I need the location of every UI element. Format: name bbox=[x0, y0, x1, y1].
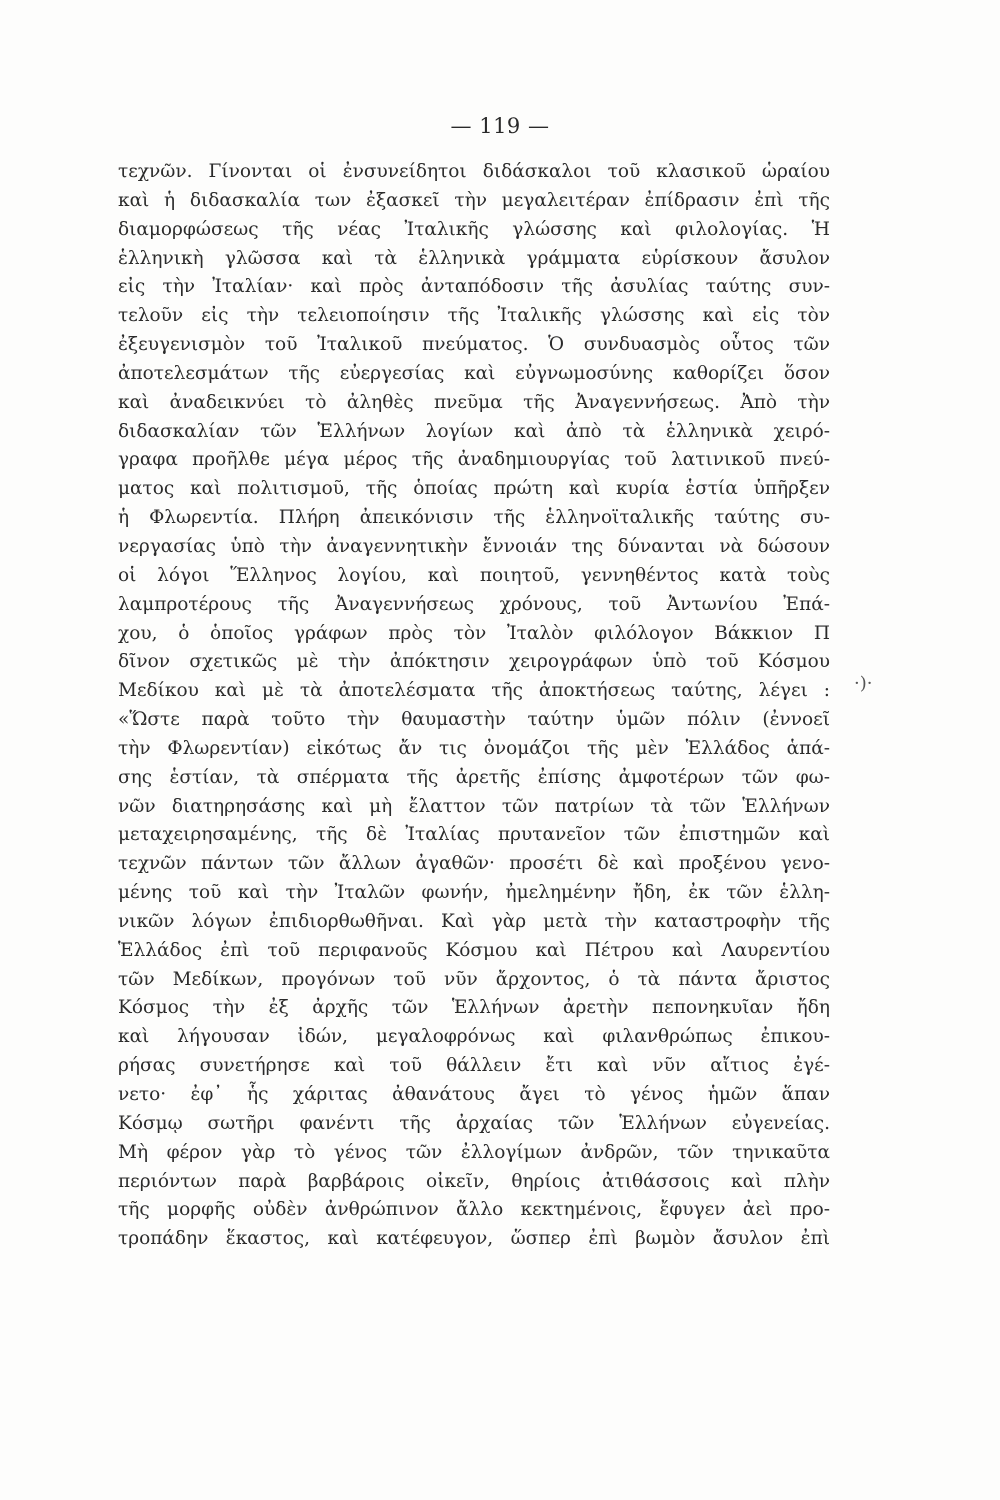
text-line: ἀποτελεσμάτων τῆς εὐεργεσίας καὶ εὐγνωμοσύνης καθορίζει ὅσον bbox=[118, 362, 830, 384]
text-line: Κόσμος τὴν ἐξ ἀρχῆς τῶν Ἑλλήνων ἀρετὴν πεπονηκυῖαν ἤδη bbox=[118, 997, 830, 1019]
text-line: ἡ Φλωρεντία. Πλήρη ἀπεικόνισιν τῆς ἑλληνοϊταλικῆς ταύτης συ- bbox=[118, 507, 830, 529]
body-text bbox=[118, 158, 830, 1254]
text-line: Μὴ φέρον γὰρ τὸ γένος τῶν ἐλλογίμων ἀνδρῶν, τῶν τηνικαῦτα bbox=[118, 1141, 830, 1163]
text-line: ματος καὶ πολιτισμοῦ, τῆς ὁποίας πρώτη καὶ κυρία ἑστία ὑπῆρξεν bbox=[118, 478, 830, 500]
text-line: τῶν Μεδίκων, προγόνων τοῦ νῦν ἄρχοντος, ὁ τὰ πάντα ἄριστος bbox=[118, 968, 830, 990]
text-line: τὴν Φλωρεντίαν) εἰκότως ἄν τις ὀνομάζοι τῆς μὲν Ἑλλάδος ἁπά- bbox=[118, 737, 830, 759]
text-line: οἱ λόγοι Ἕλληνος λογίου, καὶ ποιητοῦ, γεννηθέντος κατὰ τοὺς bbox=[118, 564, 830, 586]
text-line: δῖνον σχετικῶς μὲ τὴν ἀπόκτησιν χειρογράφων ὑπὸ τοῦ Κόσμου bbox=[118, 651, 830, 673]
text-line: νετο· ἐφ᾽ ἧς χάριτας ἀθανάτους ἄγει τὸ γένος ἡμῶν ἅπαν bbox=[118, 1084, 830, 1105]
text-line: σης ἑστίαν, τὰ σπέρματα τῆς ἀρετῆς ἐπίσης ἀμφοτέρων τῶν φω- bbox=[118, 766, 830, 788]
text-line: τελοῦν εἰς τὴν τελειοποίησιν τῆς Ἰταλικῆς γλώσσης καὶ εἰς τὸν bbox=[118, 305, 830, 327]
text-line: ἐξευγενισμὸν τοῦ Ἰταλικοῦ πνεύματος. Ὁ συνδυασμὸς οὗτος τῶν bbox=[118, 334, 830, 356]
text-line: διαμορφώσεως τῆς νέας Ἰταλικῆς γλώσσης καὶ φιλολογίας. Ἡ bbox=[118, 218, 830, 240]
text-line: περιόντων παρὰ βαρβάροις οἰκεῖν, θηρίοις ἀτιθάσσοις καὶ πλὴν bbox=[118, 1170, 830, 1192]
text-line: ρήσας συνετήρησε καὶ τοῦ θάλλειν ἔτι καὶ νῦν αἴτιος ἐγέ- bbox=[118, 1055, 830, 1077]
text-line: γραφα προῆλθε μέγα μέρος τῆς ἀναδημιουργίας τοῦ λατινικοῦ πνεύ- bbox=[118, 449, 830, 471]
text-line: εἰς τὴν Ἰταλίαν· καὶ πρὸς ἀνταπόδοσιν τῆς ἀσυλίας ταύτης συν- bbox=[118, 276, 830, 298]
text-line: νῶν διατηρησάσης καὶ μὴ ἔλαττον τῶν πατρίων τὰ τῶν Ἑλλήνων bbox=[118, 795, 830, 817]
text-line: μεταχειρησαμένης, τῆς δὲ Ἰταλίας πρυτανεῖον τῶν ἐπιστημῶν καὶ bbox=[118, 824, 830, 846]
text-line: Ἑλλάδος ἐπὶ τοῦ περιφανοῦς Κόσμου καὶ Πέτρου καὶ Λαυρεντίου bbox=[118, 939, 830, 961]
text-line: Μεδίκου καὶ μὲ τὰ ἀποτελέσματα τῆς ἀποκτήσεως ταύτης, λέγει : bbox=[118, 680, 830, 702]
text-line: τῆς μορφῆς οὐδὲν ἀνθρώπινον ἄλλο κεκτημένοις, ἔφυγεν ἀεὶ προ- bbox=[118, 1199, 830, 1221]
text-line: καὶ λήγουσαν ἰδών, μεγαλοφρόνως καὶ φιλανθρώπως ἐπικου- bbox=[118, 1026, 830, 1048]
text-line: Κόσμῳ σωτῆρι φανέντι τῆς ἀρχαίας τῶν Ἑλλήνων εὐγενείας. bbox=[118, 1112, 830, 1134]
text-line: τεχνῶν. Γίνονται οἱ ἐνσυνείδητοι διδάσκαλοι τοῦ κλασικοῦ ὡραίου bbox=[118, 161, 830, 182]
text-line: μένης τοῦ καὶ τὴν Ἰταλῶν φωνήν, ἠμελημένην ἤδη, ἐκ τῶν ἑλλη- bbox=[118, 882, 830, 904]
text-line: καὶ ἡ διδασκαλία των ἐξασκεῖ τὴν μεγαλειτέραν ἐπίδρασιν ἐπὶ τῆς bbox=[118, 189, 830, 211]
text-line: νεργασίας ὑπὸ τὴν ἀναγεννητικὴν ἔννοιάν της δύνανται νὰ δώσουν bbox=[118, 535, 830, 557]
text-line: διδασκαλίαν τῶν Ἑλλήνων λογίων καὶ ἀπὸ τὰ ἑλληνικὰ χειρό- bbox=[118, 420, 830, 442]
text-line: λαμπροτέρους τῆς Ἀναγεννήσεως χρόνους, τοῦ Ἀντωνίου Ἐπά- bbox=[118, 593, 830, 615]
text-line: ἑλληνικὴ γλῶσσα καὶ τὰ ἑλληνικὰ γράμματα εὑρίσκουν ἄσυλον bbox=[118, 247, 830, 269]
margin-mark: ·)· bbox=[854, 673, 873, 694]
page-number: — 119 — bbox=[450, 114, 550, 138]
text-line: καὶ ἀναδεικνύει τὸ ἀληθὲς πνεῦμα τῆς Ἀναγεννήσεως. Ἀπὸ τὴν bbox=[118, 391, 830, 413]
text-line: χου, ὁ ὁποῖος γράφων πρὸς τὸν Ἰταλὸν φιλόλογον Βάκκιον Π bbox=[118, 622, 830, 644]
text-line: νικῶν λόγων ἐπιδιορθωθῆναι. Καὶ γὰρ μετὰ τὴν καταστροφὴν τῆς bbox=[118, 910, 830, 932]
text-line: τροπάδην ἕκαστος, καὶ κατέφευγον, ὥσπερ ἐπὶ βωμὸν ἄσυλον ἐπὶ bbox=[118, 1228, 830, 1250]
text-line: τεχνῶν πάντων τῶν ἄλλων ἀγαθῶν· προσέτι δὲ καὶ προξένου γενο- bbox=[118, 853, 830, 875]
text-line: «Ὥστε παρὰ τοῦτο τὴν θαυμαστὴν ταύτην ὑμῶν πόλιν (ἐννοεῖ bbox=[118, 709, 830, 731]
